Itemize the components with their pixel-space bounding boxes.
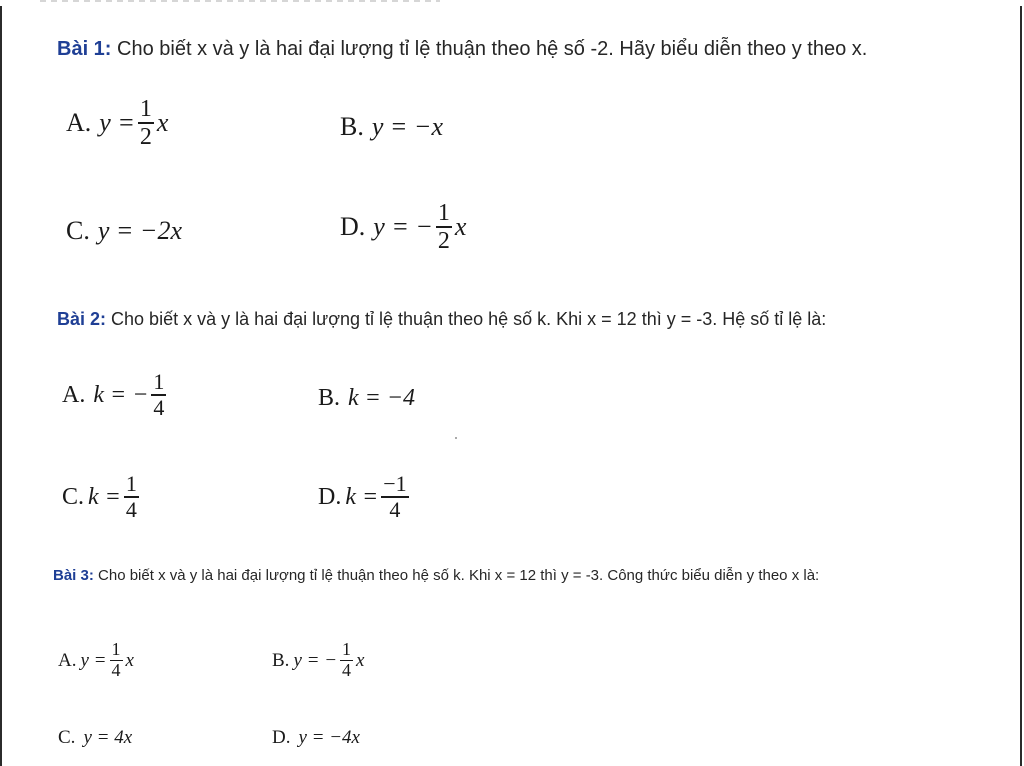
q1-option-c: C. y = −2x [66,216,183,245]
question-3-text: Cho biết x và y là hai đại lượng tỉ lệ thuận theo hệ số k. Khi x = 12 thì y = -3. Công thức biểu diễn y theo x là: [93,567,820,584]
question-3-label: Bài 3: [53,567,94,584]
fraction: $\frac{1}{2}$ [139,96,152,151]
stray-dot [455,437,457,439]
q3-option-d: D. y = −4x [272,727,360,748]
q3-option-a: A. y = $\frac{1}{4}$ x [58,639,134,681]
fraction: $\frac{1}{4}$ [111,639,121,681]
q1-option-a: A. y = $\frac{1}{2}$ x [66,96,169,151]
fraction: $\frac{1}{2}$ [437,200,450,255]
question-1-text: Cho biết x và y là hai đại lượng tỉ lệ thuận theo hệ số -2. Hãy biểu diễn theo y theo x. [111,38,868,60]
q3-option-c: C. y = 4x [58,727,133,748]
question-2-label: Bài 2: [57,309,107,329]
q1-option-d: D. y = − $\frac{1}{2}$ x [340,200,467,255]
q1-option-b: B. y = −x [340,112,444,141]
q2-option-b: B. k = −4 [318,385,416,411]
question-1-label: Bài 1: [57,38,112,60]
question-2 [57,309,826,330]
q2-option-c: C. k = $\frac{1}{4}$ [62,471,137,523]
question-3 [53,564,983,587]
fraction: $\frac{1}{4}$ [125,471,137,523]
question-1 [57,38,867,61]
question-2-text: Cho biết x và y là hai đại lượng tỉ lệ thuận theo hệ số k. Khi x = 12 thì y = -3. Hệ số tỉ lệ là: [106,309,827,329]
q2-option-d: D. k = $\frac{-1}{4}$ [318,471,407,523]
q2-option-a: A. k = − $\frac{1}{4}$ [62,369,165,421]
q3-option-b: B. y = − $\frac{1}{4}$ x [272,639,365,681]
fraction: $\frac{1}{4}$ [342,639,352,681]
fraction: $\frac{-1}{4}$ [383,471,407,523]
fraction: $\frac{1}{4}$ [153,369,165,421]
